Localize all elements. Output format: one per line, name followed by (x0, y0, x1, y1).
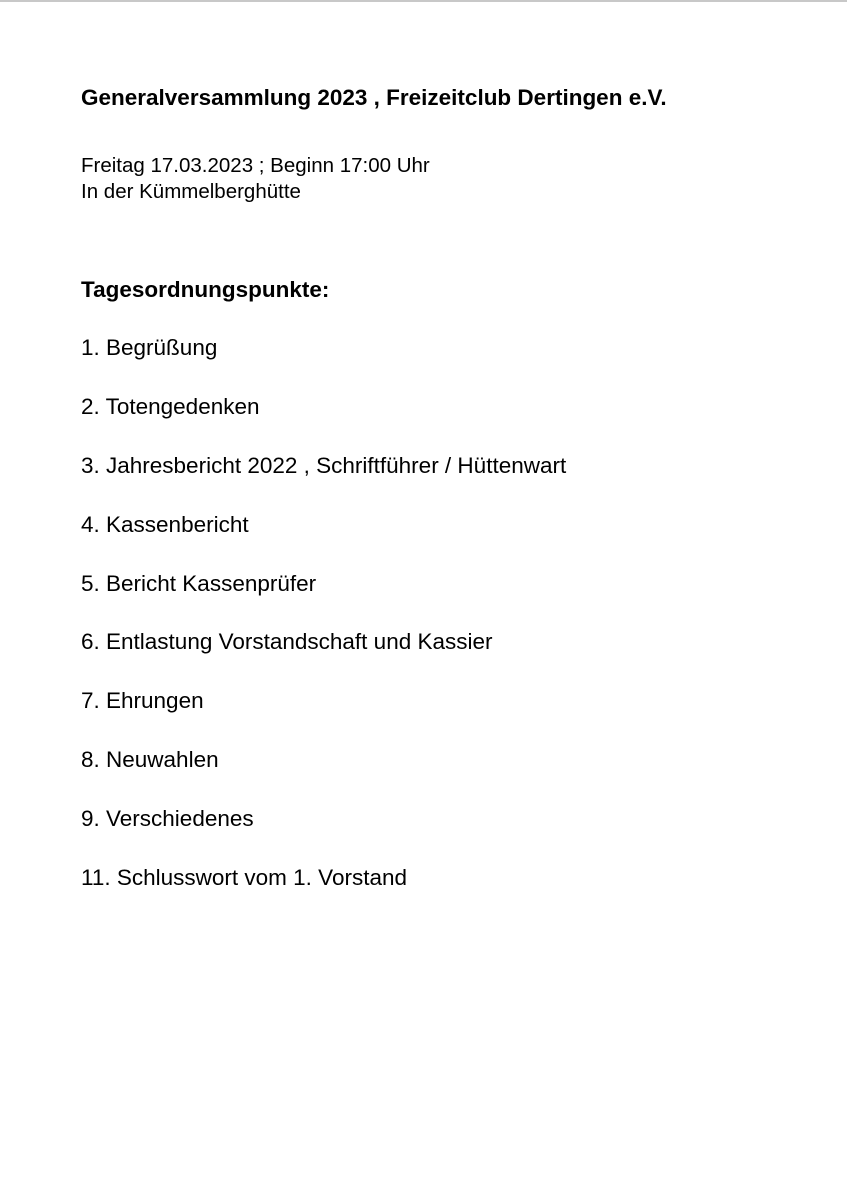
agenda-item: 8. Neuwahlen (81, 747, 219, 773)
agenda-item: 1. Begrüßung (81, 335, 218, 360)
agenda-item: 7. Ehrungen (81, 688, 204, 714)
agenda-item: 2. Totengedenken (81, 393, 260, 419)
agenda-item: 11. Schlusswort vom 1. Vorstand (81, 865, 407, 891)
meeting-date: Freitag 17.03.2023 ; Beginn 17:00 Uhr (81, 154, 430, 177)
document-title: Generalversammlung 2023 , Freizeitclub Dertingen e.V. (81, 85, 667, 110)
agenda-item: 4. Kassenbericht (81, 511, 249, 537)
agenda-item: 9. Verschiedenes (81, 806, 254, 832)
agenda-item: 5. Bericht Kassenprüfer (81, 570, 317, 596)
agenda-item: 6. Entlastung Vorstandschaft und Kassier (81, 629, 493, 655)
agenda-heading: Tagesordnungspunkte: (81, 277, 330, 302)
agenda-item: 3. Jahresbericht 2022 , Schriftführer / Hüttenwart (81, 452, 567, 478)
meeting-location: In der Kümmelberghütte (81, 180, 301, 203)
agenda-list (81, 334, 566, 923)
